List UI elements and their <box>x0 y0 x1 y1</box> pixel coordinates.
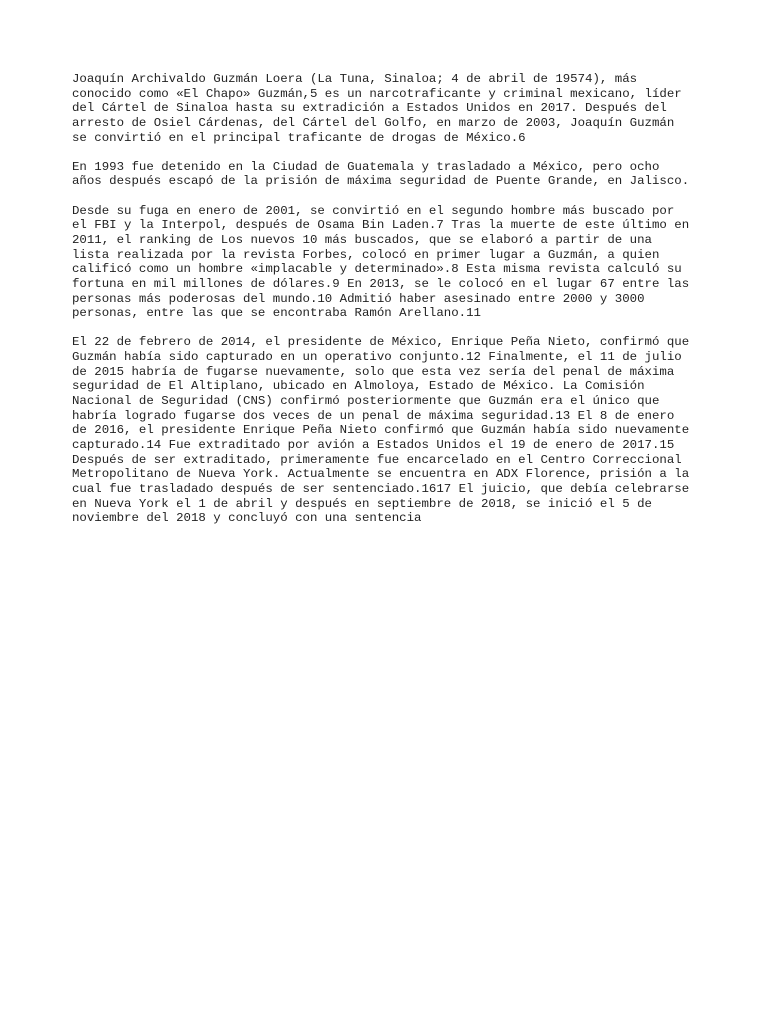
paragraph-1993-arrest: En 1993 fue detenido en la Ciudad de Guatemala y trasladado a México, pero ocho años después escapó de la prisión de máxima seguridad de Puente Grande, en Jalisco. <box>72 159 690 189</box>
paragraph-intro: Joaquín Archivaldo Guzmán Loera (La Tuna, Sinaloa; 4 de abril de 19574), más conocido como «El Chapo» Guzmán,5 es un narcotraficante y criminal mexicano, líder del Cártel de Sinaloa hasta su extradición a Estados Unidos en 2017. Después del arresto de Osiel Cárdenas, del Cártel del Golfo, en marzo de 2003, Joaquín Guzmán se convirtió en el principal traficante de drogas de México.6 <box>72 72 682 145</box>
document-body <box>72 72 702 540</box>
paragraph-2014-capture: El 22 de febrero de 2014, el presidente de México, Enrique Peña Nieto, confirmó que Guzmán había sido capturado en un operativo conjunto.12 Finalmente, el 11 de julio de 2015 habría de fugarse nuevamente, solo que esta vez sería del penal de máxima seguridad de El Altiplano, ubicado en Almoloya, Estado de México. La Comisión Nacional de Seguridad (CNS) confirmó posteriormente que Guzmán era el único que habría logrado fugarse dos veces de un penal de máxima seguridad.13 El 8 de enero de 2016, el presidente Enrique Peña Nieto confirmó que Guzmán había sido nuevamente capturado.14 Fue extraditado por avión a Estados Unidos el 19 de enero de 2017.15 Después de ser extraditado, primeramente fue encarcelado en el Centro Correccional Metropolitano de Nueva York. Actualmente se encuentra en ADX Florence, prisión a la cual fue trasladado después de ser sentenciado.1617 El juicio, que debía celebrarse en Nueva York el 1 de abril y después en septiembre de 2018, se inició el 5 de noviembre del 2018 y concluyó con una sentencia <box>72 335 690 526</box>
paragraph-2001-escape: Desde su fuga en enero de 2001, se convirtió en el segundo hombre más buscado por el FBI y la Interpol, después de Osama Bin Laden.7 Tras la muerte de este último en 2011, el ranking de Los nuevos 10 más buscados, que se elaboró a partir de una lista realizada por la revista Forbes, colocó en primer lugar a Guzmán, a quien calificó como un hombre «implacable y determinado».8 Esta misma revista calculó su fortuna en mil millones de dólares.9 En 2013, se le colocó en el lugar 67 entre las personas más poderosas del mundo.10 Admitió haber asesinado entre 2000 y 3000 personas, entre las que se encontraba Ramón Arellano.11 <box>72 203 690 321</box>
